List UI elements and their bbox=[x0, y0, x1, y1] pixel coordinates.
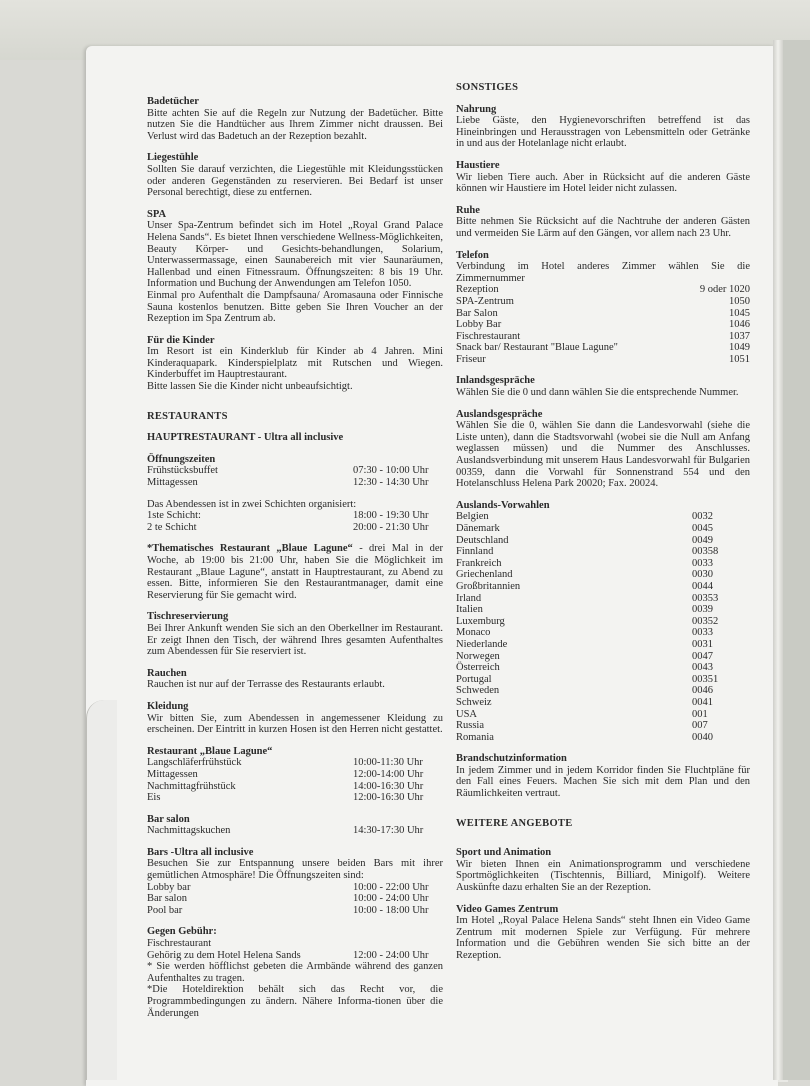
prefix-row: Dänemark 0045 bbox=[456, 523, 713, 534]
phone-row: Lobby Bar 1046 bbox=[456, 319, 750, 331]
prefix-row: Schweden 0046 bbox=[456, 685, 713, 697]
phone-row: Bar Salon 1045 bbox=[456, 307, 750, 319]
hours-row: Mittagessen 12:00-14:00 Uhr bbox=[147, 768, 424, 780]
phone-row: SPA-Zentrum 1050 bbox=[456, 295, 750, 307]
hours-row: Langschläferfrühstück 10:00-11:30 Uhr bbox=[147, 757, 423, 769]
section-text: Wählen Sie die 0 und dann wählen Sie die entsprechende Nummer. bbox=[456, 387, 739, 399]
heading-sonstiges: SONSTIGES bbox=[456, 82, 519, 93]
prefix-row: Großbritannien 0044 bbox=[456, 580, 713, 592]
heading-hauptrestaurant: HAUPTRESTAURANT - Ultra all inclusive bbox=[147, 432, 344, 444]
section-text: Unser Spa-Zentrum befindet sich im Hotel „Royal Grand Palace Helena Sands“. Es bietet Ihnen verschiedene Wellness-Möglichkeiten, Beauty Körper- und Gesichts-behandlungen, Solarium, Unterwassermassage, einen Saunabereich mit vier Saunaräumen, Hallenbad und einen Fitnessraum. Öffnungszeiten: 8 bis 19 Uhr. Information und Buchung der Anwendungen am Telefon 1050. bbox=[147, 220, 443, 290]
prefix-row: Italien 0039 bbox=[456, 604, 713, 616]
prefix-row: Monaco 0033 bbox=[456, 627, 713, 639]
hours-row: Eis 12:00-16:30 Uhr bbox=[147, 792, 424, 804]
section-title: Kleidung bbox=[147, 700, 189, 712]
prefix-row: Griechenland 0030 bbox=[456, 569, 713, 581]
section-text: Das Abendessen ist in zwei Schichten organisiert: bbox=[147, 498, 357, 510]
section-text: Bitte achten Sie auf die Regeln zur Nutzung der Badetücher. Bitte nutzen Sie die Handtücher aus Ihrem Zimmer nicht draussen. Bei Verlust wird das Badetuch an der Rezeption bezahlt. bbox=[147, 107, 443, 142]
section-title: Bar salon bbox=[147, 813, 190, 825]
prefix-row: Österreich 0043 bbox=[456, 662, 713, 674]
section-text: Wir bitten Sie, zum Abendessen in angemessener Kleidung zu erscheinen. Der Eintritt in kurzen Hosen ist den Herren nicht gestattet. bbox=[147, 712, 443, 736]
section-title: Haustiere bbox=[456, 159, 500, 171]
section-title: Nahrung bbox=[456, 103, 497, 115]
prefix-row: Portugal 00351 bbox=[456, 673, 719, 685]
section-title: Ruhe bbox=[456, 204, 480, 216]
section-title: Gegen Gebühr: bbox=[147, 926, 217, 938]
section-text: Besuchen Sie zur Entspannung unsere beiden Bars mit ihrer gemütlichen Atmosphäre! Die Öffnungszeiten sind: bbox=[147, 858, 443, 882]
section-title: Telefon bbox=[456, 249, 489, 261]
section-title: Öffnungszeiten bbox=[147, 453, 216, 465]
phone-row: Rezeption 9 oder 1020 bbox=[456, 284, 750, 296]
prefix-row: Deutschland 0049 bbox=[456, 534, 713, 546]
section-text: Sollten Sie darauf verzichten, die Liegestühle mit Kleidungsstücken oder anderen Gegenständen zu reservieren. Bei Bedarf ist unser Personal berechtigt, diese zu entfernen. bbox=[147, 163, 443, 199]
prefix-row: Niederlande 0031 bbox=[456, 638, 713, 650]
prefix-row: Norwegen 0047 bbox=[456, 650, 713, 662]
section-text: Bitte nehmen Sie Rücksicht auf die Nachtruhe der anderen Gästen und vermeiden Sie Lärm auf den Gängen, vor allem nach 23 Uhr. bbox=[456, 216, 750, 239]
section-text: Wir bieten Ihnen ein Animationsprogramm und verschiedene Sportmöglichkeiten (Tischtennis, Billiard, Minigolf). Weitere Auskünfte dazu erhalten Sie an der Rezeption. bbox=[456, 858, 750, 894]
page-cutout bbox=[86, 700, 117, 1080]
phone-row: Fischrestaurant 1037 bbox=[456, 330, 750, 342]
hours-row: Gehörig zu dem Hotel Helena Sands 12:00 - 24:00 Uhr bbox=[147, 949, 429, 961]
section-title: Liegestühle bbox=[147, 152, 199, 164]
section-text: Verbindung im Hotel anderes Zimmer wählen Sie die Zimmernummer bbox=[456, 261, 750, 284]
section-title: SPA bbox=[147, 208, 167, 220]
section-title: *Thematisches Restaurant „Blaue Lagune“ bbox=[147, 543, 353, 555]
section-text: Im Resort ist ein Kinderklub für Kinder ab 4 Jahren. Mini Kinderaquapark. Kinderspielplatz mit Rutschen und Wiegen. Kinderbuffet im Hauptrestaurant. bbox=[147, 346, 443, 381]
hours-row: Frühstücksbuffet 07:30 - 10:00 Uhr bbox=[147, 465, 429, 477]
section-title: Restaurant „Blaue Lagune“ bbox=[147, 745, 273, 757]
hours-row: Fischrestaurant bbox=[147, 938, 212, 950]
section-text: Im Hotel „Royal Palace Helena Sands“ steht Ihnen ein Video Game Zentrum mit modernen Spiele zur Verfügung. Für mehrere Information und die Gebühren wenden Sie sich bitte an der Rezeption. bbox=[456, 915, 750, 961]
section-text: Bei Ihrer Ankunft wenden Sie sich an den Oberkellner im Restaurant. Er zeigt Ihnen den Tisch, der während Ihres gesamten Aufenthaltes zum Abendessen für Sie reserviert ist. bbox=[147, 622, 443, 658]
hours-row: 2 te Schicht 20:00 - 21:30 Uhr bbox=[147, 521, 429, 533]
facing-page-edge bbox=[783, 40, 810, 1080]
section-title: Für die Kinder bbox=[147, 334, 215, 346]
section-title: Badetücher bbox=[147, 96, 199, 107]
prefix-row: Russia 007 bbox=[456, 720, 708, 732]
section-text: Rauchen ist nur auf der Terrasse des Restaurants erlaubt. bbox=[147, 679, 385, 691]
heading-weitere-angebote: WEITERE ANGEBOTE bbox=[456, 817, 573, 829]
phone-row: Friseur 1051 bbox=[456, 353, 750, 365]
section-text: Liebe Gäste, den Hygienevorschriften betreffend ist das Hineinbringen und Herausstragen von Lebensmitteln oder Getränke in und aus der Hotelanlage nicht erlaubt. bbox=[456, 115, 750, 150]
section-title: Rauchen bbox=[147, 667, 187, 679]
section-text: Wählen Sie die 0, wählen Sie dann die Landesvorwahl (siehe die Liste unten), dann die Stadtsvorwahl (wobei sie die Null am Anfang weglassen müssen) und die Nummer des Anschlusses. Auslandsverbindung mit unserem Haus Landesvorwahl für Bulgarien 00359, dann die Vorwahl für Sonnenstrand 554 und den Hotelanschluss Helena Park 20020; Fax. 20024. bbox=[456, 420, 750, 490]
prefix-row: Romania 0040 bbox=[456, 731, 713, 743]
left-column bbox=[147, 96, 443, 1019]
section-title: Auslandsgespräche bbox=[456, 408, 543, 420]
footnote: * Sie werden höfflichst gebeten die Armbände während des ganzen Aufenthaltes zu tragen. bbox=[147, 961, 443, 984]
heading-restaurants: RESTAURANTS bbox=[147, 410, 228, 422]
prefix-row: Irland 00353 bbox=[456, 592, 719, 604]
hours-row: Mittagessen 12:30 - 14:30 Uhr bbox=[147, 477, 429, 489]
prefix-list bbox=[456, 511, 750, 743]
section-title: Tischreservierung bbox=[147, 611, 229, 623]
section-text: Einmal pro Aufenthalt die Dampfsauna/ Aromasauna oder Finnische Sauna kostenlos benutzen. Bitte geben Sie Ihren Voucher an der Rezeption im Spa Zentrum ab. bbox=[147, 289, 443, 325]
section-text: *Thematisches Restaurant „Blaue Lagune“ - drei Mal in der Woche, ab 19:00 bis 21:00 Uhr, haben Sie die Möglichkeit im Restaurant „Blaue Lagune“, anstatt in Hauptrestaurant, zu Abend zu essen. Bitte, informieren Sie den Restaurantmanager, damit eine Reservierung für Sie gemacht wird. bbox=[147, 543, 443, 601]
prefix-row: Schweiz 0041 bbox=[456, 696, 713, 708]
section-title: Inlandsgespräche bbox=[456, 375, 535, 387]
section-title: Brandschutzinformation bbox=[456, 753, 567, 765]
section-title: Video Games Zentrum bbox=[456, 903, 559, 915]
prefix-row: Belgien 0032 bbox=[456, 511, 713, 523]
right-column bbox=[456, 82, 750, 962]
section-title: Bars -Ultra all inclusive bbox=[147, 846, 254, 858]
section-title: Sport und Animation bbox=[456, 847, 552, 859]
phone-row: Snack bar/ Restaurant "Blaue Lagune" 1049 bbox=[456, 342, 750, 354]
hours-row: 1ste Schicht: 18:00 - 19:30 Uhr bbox=[147, 510, 429, 522]
hours-row: Pool bar 10:00 - 18:00 Uhr bbox=[147, 904, 429, 916]
prefix-row: Luxemburg 00352 bbox=[456, 615, 719, 627]
prefix-row: Frankreich 0033 bbox=[456, 557, 713, 569]
footnote: *Die Hoteldirektion behält sich das Recht vor, die Programmbedingungen zu ändern. Nähere Informa-tionen über die Änderungen bbox=[147, 984, 443, 1019]
hours-row: Nachmittagskuchen 14:30-17:30 Uhr bbox=[147, 825, 424, 837]
section-title: Auslands-Vorwahlen bbox=[456, 499, 550, 511]
prefix-row: USA 001 bbox=[456, 708, 708, 720]
section-text: In jedem Zimmer und in jedem Korridor finden Sie Fluchtpläne für den Fall eines Feuers. Machen Sie sich mit dem Plan und den Räumlichkeiten vertraut. bbox=[456, 764, 750, 800]
section-text: Wir lieben Tiere auch. Aber in Rücksicht auf die anderen Gäste können wir Haustiere im Hotel leider nicht zulassen. bbox=[456, 171, 750, 195]
brochure-spine bbox=[773, 40, 783, 1080]
section-text: Bitte lassen Sie die Kinder nicht unbeaufsichtigt. bbox=[147, 381, 353, 393]
prefix-row: Finnland 00358 bbox=[456, 546, 719, 558]
hours-row: Bar salon 10:00 - 24:00 Uhr bbox=[147, 893, 429, 905]
hours-row: Nachmittagfrühstück 14:00-16:30 Uhr bbox=[147, 780, 424, 792]
hours-row: Lobby bar 10:00 - 22:00 Uhr bbox=[147, 881, 429, 893]
